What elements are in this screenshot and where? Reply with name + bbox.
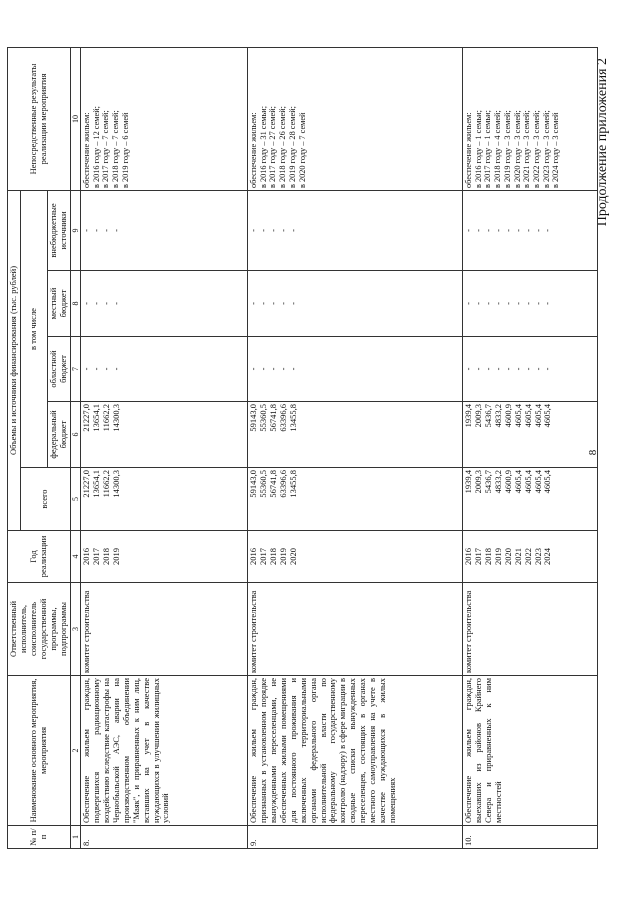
years-value: 2017 <box>472 548 483 565</box>
total-value: 4833,2 <box>492 470 503 494</box>
col-number: 5 <box>70 468 80 531</box>
regional-value: - <box>267 367 278 371</box>
event-name: Обеспечение жильем граждан, выехавших из районов Крайнего Севера и приравненных к ним местностей <box>462 676 597 826</box>
row-number: 9. <box>247 826 462 849</box>
result-value: в 2020 году – 7 семей <box>297 112 307 188</box>
local-value: - <box>80 302 91 305</box>
federal-value: 4833,2 <box>492 404 503 428</box>
local-value: - <box>512 302 523 305</box>
total-value: 63396,6 <box>277 470 288 498</box>
regional-value: - <box>247 367 258 371</box>
years-value: 2019 <box>277 548 288 565</box>
column-numbers-row <box>70 48 80 849</box>
years-value: 2018 <box>482 548 493 565</box>
extra-value: - <box>532 229 543 232</box>
total-value: 13455,8 <box>287 470 298 498</box>
extra-value: - <box>257 229 268 232</box>
row-number: 10. <box>462 826 597 849</box>
regional-value: - <box>277 367 288 371</box>
result-value: в 2016 году – 1 семьи; <box>473 110 483 188</box>
col-funding-header: Объемы и источники финансирования (тыс. рублей) <box>8 191 21 531</box>
regional-value: - <box>492 367 503 371</box>
extra-value: - <box>522 229 533 232</box>
total-value: 1939,4 <box>462 470 473 494</box>
federal-value: 5436,7 <box>482 404 493 428</box>
regional-cell <box>80 337 247 402</box>
extra-value: - <box>287 229 298 232</box>
extra-cell <box>462 191 597 271</box>
result-value: в 2019 году – 28 семей; <box>287 106 297 188</box>
result-value: в 2019 году – 6 семей <box>120 112 130 188</box>
total-value: 11662,2 <box>100 470 111 498</box>
regional-value: - <box>532 367 543 371</box>
result-value: обеспечение жильем: <box>81 112 91 188</box>
years-value: 2018 <box>100 548 111 565</box>
extra-value: - <box>80 229 91 232</box>
local-value: - <box>522 302 533 305</box>
years-value: 2016 <box>247 548 258 565</box>
years-value: 2019 <box>492 548 503 565</box>
col-number: 10 <box>70 48 80 191</box>
years-value: 2019 <box>110 548 121 565</box>
federal-value: 14300,3 <box>110 404 121 432</box>
local-value: - <box>277 302 288 305</box>
regional-value: - <box>512 367 523 371</box>
regional-value: - <box>287 367 298 371</box>
col-name-header: Наименование основного мероприятия, мероприятия <box>8 676 71 826</box>
local-value: - <box>532 302 543 305</box>
federal-value: 4600,9 <box>502 404 513 428</box>
local-value: - <box>247 302 258 305</box>
executor-name: комитет строительства <box>462 583 597 676</box>
extra-value: - <box>110 229 121 232</box>
local-value: - <box>90 302 101 305</box>
local-value: - <box>482 302 493 305</box>
result-cell <box>80 48 247 191</box>
years-value: 2017 <box>257 548 268 565</box>
result-value: в 2024 году – 3 семей <box>551 112 561 188</box>
total-value: 55360,5 <box>257 470 268 498</box>
extra-value: - <box>502 229 513 232</box>
total-value: 4605,4 <box>542 470 553 494</box>
result-value: в 2017 году – 1 семьи; <box>483 110 493 188</box>
federal-value: 4605,4 <box>542 404 553 428</box>
col-extra-header: внебюджетные источники <box>47 191 70 271</box>
regional-value: - <box>542 367 553 371</box>
extra-value: - <box>277 229 288 232</box>
col-executor-header: Ответственный исполнитель, соисполнитель государственной программы, подпрограммы <box>8 583 71 676</box>
result-value: в 2020 году – 3 семей; <box>512 110 522 188</box>
federal-value: 1939,4 <box>462 404 473 428</box>
local-value: - <box>542 302 553 305</box>
col-incl-header: в том числе <box>20 191 47 468</box>
federal-value: 13654,1 <box>90 404 101 432</box>
years-cell <box>247 531 462 583</box>
federal-value: 56741,8 <box>267 404 278 432</box>
col-number: 1 <box>70 826 80 849</box>
col-number: 8 <box>70 271 80 337</box>
total-cell <box>80 468 247 531</box>
extra-value: - <box>512 229 523 232</box>
federal-value: 2009,3 <box>472 404 483 428</box>
total-value: 14300,3 <box>110 470 121 498</box>
executor-name: комитет строительства <box>247 583 462 676</box>
regional-cell <box>462 337 597 402</box>
local-cell <box>80 271 247 337</box>
regional-value: - <box>90 367 101 371</box>
regional-value: - <box>472 367 483 371</box>
local-value: - <box>267 302 278 305</box>
local-value: - <box>287 302 298 305</box>
result-value: в 2017 году – 7 семей; <box>101 110 111 188</box>
extra-value: - <box>542 229 553 232</box>
table-row <box>247 48 462 849</box>
result-cell <box>462 48 597 191</box>
regional-cell <box>247 337 462 402</box>
total-cell <box>462 468 597 531</box>
extra-value: - <box>482 229 493 232</box>
years-value: 2020 <box>502 548 513 565</box>
total-value: 13654,1 <box>90 470 101 498</box>
years-value: 2022 <box>522 548 533 565</box>
result-value: в 2017 году – 27 семей; <box>268 106 278 188</box>
col-total-header: всего <box>20 468 70 531</box>
federal-value: 4605,4 <box>532 404 543 428</box>
result-value: в 2016 году – 12 семей; <box>91 106 101 188</box>
total-value: 4600,9 <box>502 470 513 494</box>
total-value: 4605,4 <box>512 470 523 494</box>
col-regional-header: областной бюджет <box>47 337 70 402</box>
col-number: 6 <box>70 402 80 468</box>
federal-value: 11662,2 <box>100 404 111 432</box>
local-value: - <box>100 302 111 305</box>
col-federal-header: федеральный бюджет <box>47 402 70 468</box>
local-value: - <box>257 302 268 305</box>
extra-value: - <box>267 229 278 232</box>
result-value: в 2023 году – 3 семей; <box>541 110 551 188</box>
years-value: 2024 <box>542 548 553 565</box>
event-name: Обеспечение жильем граждан, подвергшихся радиационному воздействию вследствие катастрофы на Чернобыльской АЭС, аварии на производственном объединении "Маяк", и приравненных к ним лиц, вставших на учет в качестве нуждающихся в улучшении жилищных условий <box>80 676 247 826</box>
total-value: 5436,7 <box>482 470 493 494</box>
event-name: Обеспечение жильем граждан, признанных в установленном порядке вынужденными переселенцами, не обеспеченных жилыми помещениями для постоянного проживания и включенных территориальными органами федерального органа исполнительной власти по федеральному государственному контролю (надзору) в сфере миграции в сводные списки вынужденных переселенцев, состоящих в органах местного самоуправления на учете в качестве нуждающихся в жилых помещениях <box>247 676 462 826</box>
result-value: в 2018 году – 26 семей; <box>278 106 288 188</box>
col-number: 9 <box>70 191 80 271</box>
total-value: 21227,0 <box>80 470 91 498</box>
result-value: обеспечение жильем: <box>248 112 258 188</box>
local-value: - <box>502 302 513 305</box>
col-number: 4 <box>70 531 80 583</box>
extra-value: - <box>492 229 503 232</box>
total-value: 4605,4 <box>532 470 543 494</box>
executor-name: комитет строительства <box>80 583 247 676</box>
total-cell <box>247 468 462 531</box>
col-year-header: Год реализации <box>8 531 71 583</box>
regional-value: - <box>482 367 493 371</box>
regional-value: - <box>257 367 268 371</box>
table-row <box>462 48 597 849</box>
result-value: в 2019 году – 3 семей; <box>502 110 512 188</box>
years-value: 2018 <box>267 548 278 565</box>
result-value: в 2022 году – 3 семей; <box>531 110 541 188</box>
local-value: - <box>472 302 483 305</box>
local-cell <box>462 271 597 337</box>
years-value: 2016 <box>80 548 91 565</box>
col-number: 2 <box>70 676 80 826</box>
years-value: 2020 <box>287 548 298 565</box>
header-row-1 <box>8 48 21 849</box>
regional-value: - <box>502 367 513 371</box>
funding-table <box>7 47 598 849</box>
extra-value: - <box>472 229 483 232</box>
years-value: 2017 <box>90 548 101 565</box>
extra-cell <box>80 191 247 271</box>
federal-value: 13455,8 <box>287 404 298 432</box>
regional-value: - <box>110 367 121 371</box>
local-value: - <box>462 302 473 305</box>
result-cell <box>247 48 462 191</box>
continuation-label: Продолжение приложения 2 <box>595 58 610 227</box>
extra-value: - <box>462 229 473 232</box>
col-result-header: Непосредственные результаты реализации мероприятия <box>8 48 71 191</box>
table-row <box>80 48 247 849</box>
total-value: 2009,3 <box>472 470 483 494</box>
extra-value: - <box>90 229 101 232</box>
federal-value: 63396,6 <box>277 404 288 432</box>
result-value: обеспечение жильем: <box>463 112 473 188</box>
local-value: - <box>492 302 503 305</box>
col-number: 3 <box>70 583 80 676</box>
extra-cell <box>247 191 462 271</box>
federal-value: 55360,5 <box>257 404 268 432</box>
federal-value: 4605,4 <box>522 404 533 428</box>
years-value: 2016 <box>462 548 473 565</box>
result-value: в 2016 году – 31 семьи; <box>258 105 268 188</box>
total-value: 56741,8 <box>267 470 278 498</box>
local-value: - <box>110 302 121 305</box>
col-local-header: местный бюджет <box>47 271 70 337</box>
federal-value: 4605,4 <box>512 404 523 428</box>
regional-value: - <box>522 367 533 371</box>
years-cell <box>80 531 247 583</box>
total-value: 59143,0 <box>247 470 258 498</box>
federal-value: 59143,0 <box>247 404 258 432</box>
regional-value: - <box>80 367 91 371</box>
federal-cell <box>247 402 462 468</box>
result-value: в 2018 году – 4 семей; <box>493 110 503 188</box>
regional-value: - <box>462 367 473 371</box>
years-value: 2021 <box>512 548 523 565</box>
extra-value: - <box>100 229 111 232</box>
extra-value: - <box>247 229 258 232</box>
years-cell <box>462 531 597 583</box>
federal-value: 21227,0 <box>80 404 91 432</box>
col-number: 7 <box>70 337 80 402</box>
federal-cell <box>80 402 247 468</box>
local-cell <box>247 271 462 337</box>
col-no-header: № п/п <box>8 826 71 849</box>
row-number: 8. <box>80 826 247 849</box>
federal-cell <box>462 402 597 468</box>
result-value: в 2018 году – 7 семей; <box>111 110 121 188</box>
total-value: 4605,4 <box>522 470 533 494</box>
result-value: в 2021 году – 3 семей; <box>522 110 532 188</box>
regional-value: - <box>100 367 111 371</box>
page-number: 8 <box>587 449 599 456</box>
years-value: 2023 <box>532 548 543 565</box>
